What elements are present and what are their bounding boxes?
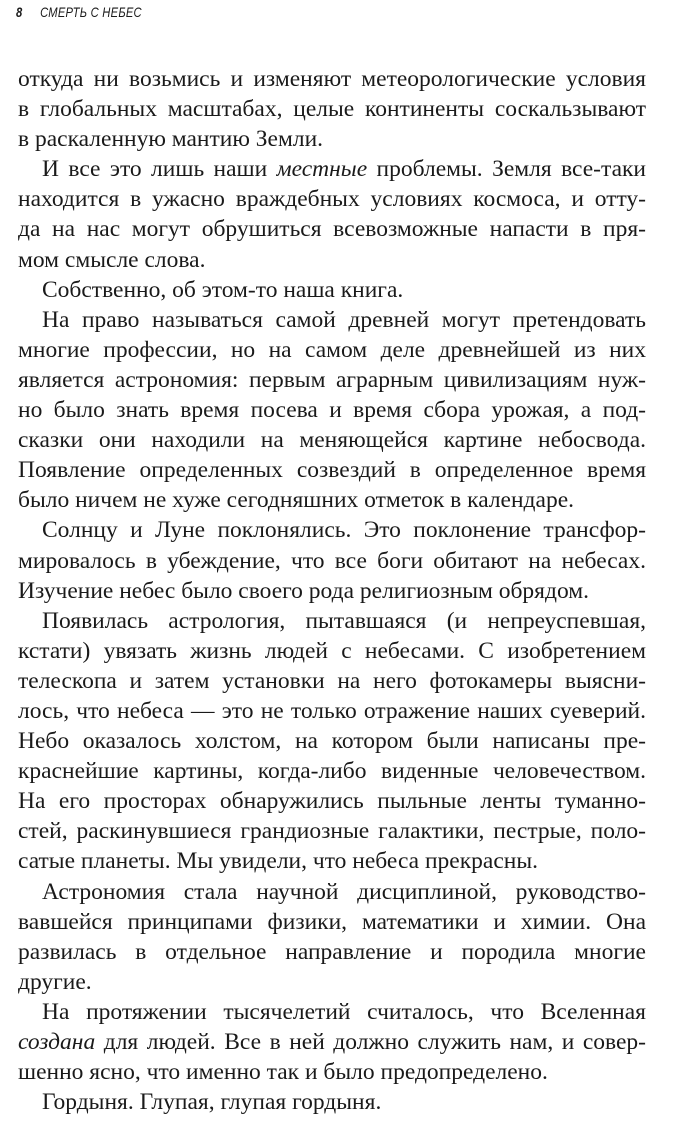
text-line: да на нас могут обрушиться всевозможные напасти в пря-	[18, 216, 646, 243]
text-line: вавшейся принципами физики, математики и химии. Она	[18, 908, 646, 935]
text-line: откуда ни возьмись и изменяют метеорологические условия	[18, 66, 646, 92]
text-line: На право называться самой древней могут претендовать	[42, 306, 646, 333]
text-line: Появилась астрология, пытавшаяся (и непреуспевшая,	[42, 607, 646, 634]
text-line: Изучение небес было своего рода религиозным обрядом.	[18, 577, 589, 604]
text-line: было ничем не хуже сегодняшних отметок в календаре.	[18, 487, 575, 514]
text-line	[18, 1027, 646, 1057]
text-line: но было знать время посева и время сбора урожая, а под-	[18, 397, 646, 424]
text-line: мом смысле слова.	[18, 246, 206, 273]
running-header	[16, 4, 142, 20]
text-segment: для людей. Все в ней должно служить нам, и совер-	[95, 1029, 646, 1055]
text-line: сатые планеты. Мы увидели, что небеса прекрасны.	[18, 848, 538, 875]
text-line: другие.	[18, 968, 92, 995]
text-line: Собственно, об этом-то наша книга.	[42, 276, 404, 303]
text-segment: И все это лишь наши	[42, 156, 277, 183]
text-line: телескопа и затем установки на него фотокамеры выясни-	[18, 667, 646, 694]
text-line: развилась в отдельное направление и породила многие	[18, 938, 646, 965]
page-number: 8	[16, 4, 23, 20]
text-line: Появление определенных созвездий в определенное время	[18, 457, 646, 484]
text-line: в глобальных масштабах, целые континенты соскальзывают	[18, 96, 646, 123]
text-line: краснейшие картины, когда-либо виденные человечеством.	[18, 758, 646, 785]
text-line: многие профессии, но на самом деле древнейшей из них	[18, 336, 646, 363]
body-text	[18, 64, 646, 1117]
text-line: На его просторах обнаружились пыльные ленты туманно-	[18, 788, 646, 815]
text-line: шенно ясно, что именно так и было предопределено.	[18, 1059, 548, 1086]
text-segment: проблемы. Земля все-таки	[367, 156, 646, 183]
running-title: СМЕРТЬ С НЕБЕС	[40, 4, 142, 20]
emphasized-word: создана	[18, 1029, 96, 1055]
emphasized-word: местные	[276, 156, 368, 183]
text-line: является астрономия: первым аграрным цивилизациям нуж-	[18, 366, 646, 393]
text-line: Солнцу и Луне поклонялись. Это поклонение трансфор-	[42, 517, 646, 544]
text-line: кстати) увязать жизнь людей с небесами. С изобретением	[18, 637, 646, 664]
text-line	[18, 154, 646, 184]
text-line: Астрономия стала научной дисциплиной, руководство-	[42, 878, 646, 905]
text-line: в раскаленную мантию Земли.	[18, 126, 324, 153]
text-line: Небо оказалось холстом, на котором были написаны пре-	[18, 728, 646, 755]
text-line: находится в ужасно враждебных условиях космоса, и отту-	[18, 186, 646, 213]
text-line: лось, что небеса — это не только отражение наших суеверий.	[18, 697, 646, 724]
text-line: мировалось в убеждение, что все боги обитают на небесах.	[18, 547, 646, 574]
text-line: На протяжении тысячелетий считалось, что Вселенная	[42, 998, 646, 1025]
text-line: Гордыня. Глупая, глупая гордыня.	[42, 1089, 382, 1116]
text-line: сказки они находили на меняющейся картине небосвода.	[18, 427, 646, 454]
text-line: стей, раскинувшиеся грандиозные галактики, пестрые, поло-	[18, 818, 646, 845]
